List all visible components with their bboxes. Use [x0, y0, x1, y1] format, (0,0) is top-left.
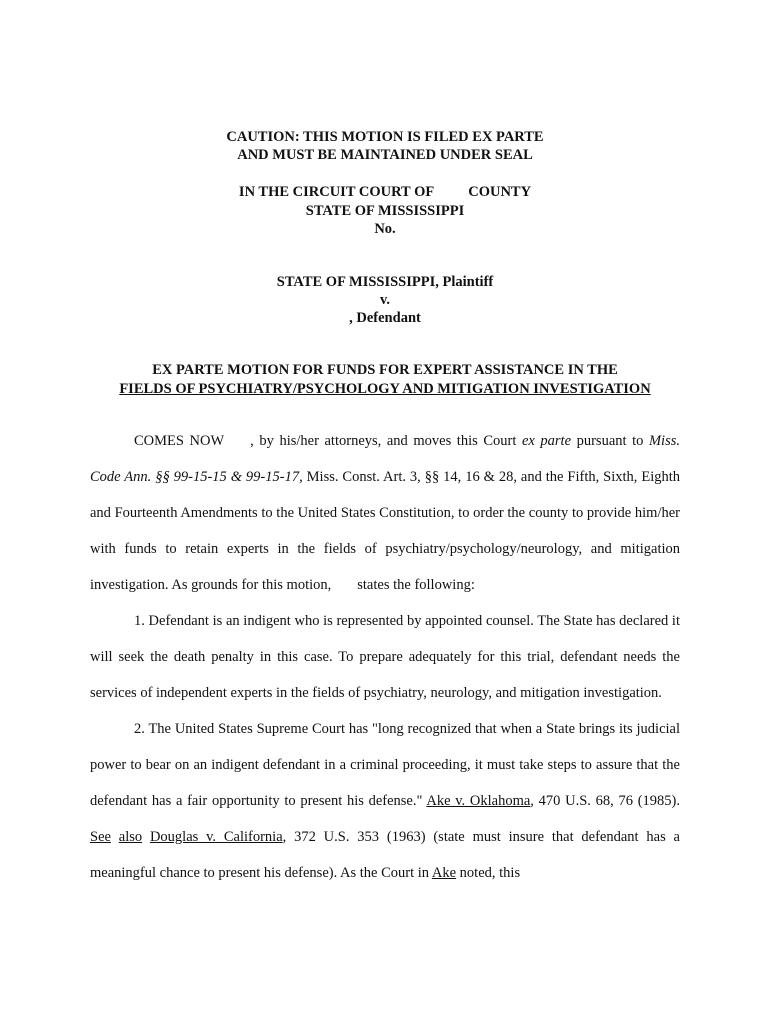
case-citation-ake-short: Ake	[431, 865, 457, 881]
motion-title	[0, 361, 770, 399]
paragraph-2: 2. The United States Supreme Court has "long recognized that when a State brings its judicial power to bear on an indigent defendant in a criminal proceeding, it must take steps to assure that the defendant has a fair opportunity to present his defense." Ake v. Oklahoma, 470 U.S. 68, 76 (1985). See also Douglas v. California, 372 U.S. 353 (1963) (state must insure that defendant has a meaningful chance to present his defense). As the Court in Ake noted, this	[90, 721, 680, 881]
motion-body	[90, 423, 680, 891]
court-heading	[0, 184, 770, 201]
case-citation-ake: Ake v. Oklahoma	[426, 793, 531, 809]
caution-line-2: AND MUST BE MAINTAINED UNDER SEAL	[237, 147, 533, 163]
case-caption	[0, 273, 770, 327]
motion-title-line-1: EX PARTE MOTION FOR FUNDS FOR EXPERT ASSISTANCE IN THE	[152, 362, 618, 378]
defendant-line: , Defendant	[349, 310, 421, 326]
case-number-label: No.	[374, 221, 396, 237]
state-line: STATE OF MISSISSIPPI No.	[0, 202, 770, 238]
court-suffix: COUNTY	[468, 184, 532, 200]
motion-title-line-2: FIELDS OF PSYCHIATRY/PSYCHOLOGY AND MITIGATION INVESTIGATION	[119, 381, 651, 397]
plaintiff-line: STATE OF MISSISSIPPI, Plaintiff	[276, 274, 494, 290]
caution-notice	[0, 128, 770, 164]
intro-paragraph: COMES NOW , by his/her attorneys, and moves this Court ex parte pursuant to Miss. Code Ann. §§ 99-15-15 & 99-15-17, Miss. Const. Art. 3, §§ 14, 16 & 28, and the Fifth, Sixth, Eighth and Fourteenth Amendments to the United States Constitution, to order the county to provide him/her with funds to retain experts in the fields of psychiatry/psychology/neurology, and mitigation investigation. As grounds for this motion, states the following:	[90, 433, 681, 593]
court-prefix: IN THE CIRCUIT COURT OF	[238, 184, 435, 200]
paragraph-1: 1. Defendant is an indigent who is represented by appointed counsel. The State has declared it will seek the death penalty in this case. To prepare adequately for this trial, defendant needs the services of independent experts in the fields of psychiatry, neurology, and mitigation investigation.	[90, 613, 680, 701]
case-citation-douglas: Douglas v. California	[149, 829, 283, 845]
versus-line: v.	[379, 292, 391, 308]
caution-line-1: CAUTION: THIS MOTION IS FILED EX PARTE	[226, 129, 544, 145]
